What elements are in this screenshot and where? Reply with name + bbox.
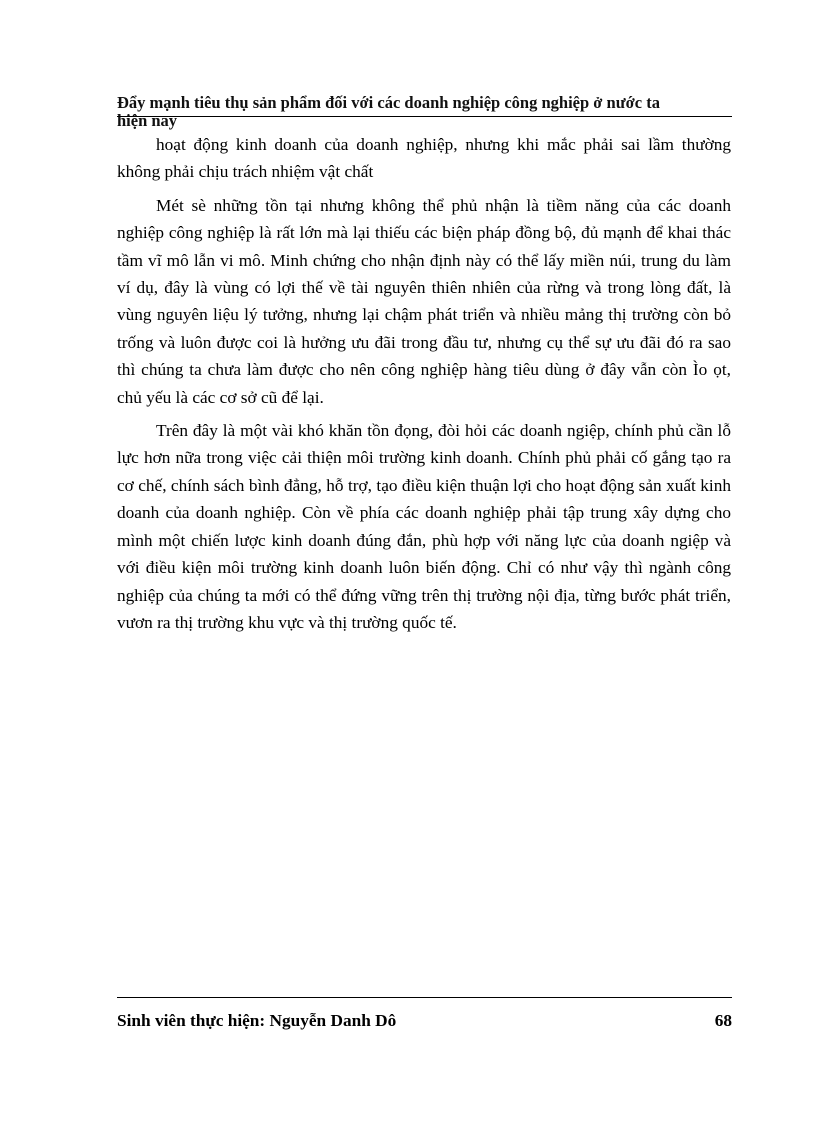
body-text bbox=[117, 131, 731, 642]
footer-divider bbox=[117, 997, 732, 998]
footer-author: Sinh viên thực hiện: Nguyễn Danh Dô bbox=[117, 1011, 397, 1030]
paragraph: Mét sè những tồn tại nhưng không thể phủ nhận là tiềm năng của các doanh nghiệp công nghiệp là rất lớn mà lại thiếu các biện pháp đồng bộ, đủ mạnh để khai thác tầm vĩ mô lẫn vi mô. Minh chứng cho nhận định này có thể lấy miền núi, trung du làm ví dụ, đây là vùng có lợi thế về tài nguyên thiên nhiên của rừng và trong lòng đất, là vùng nguyên liệu lý tưởng, nhưng lại chậm phát triển và nhiều mảng thị trường còn bỏ trống và luôn được coi là hưởng ưu đãi trong đầu tư, nhưng cụ thể sự ưu đãi đó ra sao thì chúng ta chưa làm được cho nên công nghiệp hàng tiêu dùng ở đây vẫn còn Ìo ọt, chủ yếu là các cơ sở cũ để lại. bbox=[117, 195, 731, 407]
running-header bbox=[117, 94, 732, 130]
header-title-line-1: Đẩy mạnh tiêu thụ sản phẩm đối với các doanh nghiệp công nghiệp ở nước ta bbox=[117, 93, 660, 112]
page-number: 68 bbox=[714, 1011, 732, 1030]
header-title-line-2: hiện nay bbox=[117, 111, 178, 130]
header-divider bbox=[117, 116, 732, 117]
paragraph-continued: hoạt động kinh doanh của doanh nghiệp, nhưng khi mắc phải sai lầm thường không phải chịu trách nhiệm vật chất bbox=[117, 135, 731, 182]
paragraph: Trên đây là một vài khó khăn tồn đọng, đòi hỏi các doanh ngiệp, chính phủ cần lỗ lực hơn nữa trong việc cải thiện môi trường kinh doanh. Chính phủ phải cố gắng tạo ra cơ chế, chính sách bình đẳng, hỗ trợ, tạo điều kiện thuận lợi cho hoạt động sản xuất kinh doanh của doanh nghiệp. Còn về phía các doanh nghiệp phải tập trung xây dựng cho mình một chiến lược kinh doanh đúng đắn, phù hợp với năng lực của doanh ngiệp và với điều kiện môi trường kinh doanh luôn biến động. Chỉ có như vậy thì ngành công nghiệp của chúng ta mới có thể đứng vững trên thị trường nội địa, từng bước phát triển, vươn ra thị trường khu vực và thị trường quốc tế. bbox=[117, 421, 731, 632]
